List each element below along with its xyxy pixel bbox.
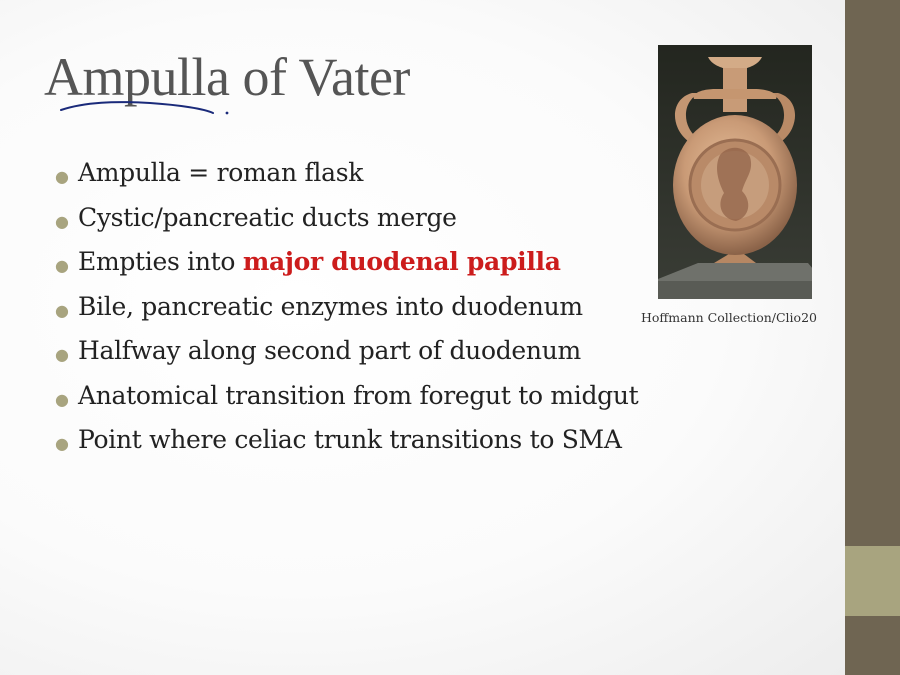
bullet-dot-icon: ● <box>55 300 69 320</box>
pen-underline-annotation <box>55 96 245 124</box>
bullet-text-with-highlight <box>78 247 561 276</box>
slide-title: Ampulla of Vater <box>44 47 410 107</box>
highlighted-term: major duodenal papilla <box>242 247 561 276</box>
bullet-text: Cystic/pancreatic ducts merge <box>78 202 457 232</box>
bullet-text: Point where celiac trunk transitions to SMA <box>78 425 622 454</box>
bullet-text: Halfway along second part of duodenum <box>78 336 581 365</box>
bullet-dot-icon: ● <box>55 389 69 409</box>
bullet-text: Anatomical transition from foregut to midgut <box>78 380 639 410</box>
image-caption: Hoffmann Collection/Clio20 <box>641 310 817 325</box>
bullet-dot-icon: ● <box>55 434 69 453</box>
bullet-dot-icon: ● <box>55 345 69 364</box>
bullet-dot-icon: ● <box>55 167 69 186</box>
bullet-text: Bile, pancreatic enzymes into duodenum <box>78 291 583 321</box>
bullet-text: Ampulla = roman flask <box>78 158 364 187</box>
flask-illustration <box>658 45 812 299</box>
bullet-text-prefix: Empties into <box>78 247 243 276</box>
sidebar-accent-block <box>845 546 900 616</box>
bullet-dot-icon: ● <box>55 256 69 275</box>
ampulla-flask-photo <box>658 45 812 299</box>
bullet-dot-icon: ● <box>55 211 69 231</box>
